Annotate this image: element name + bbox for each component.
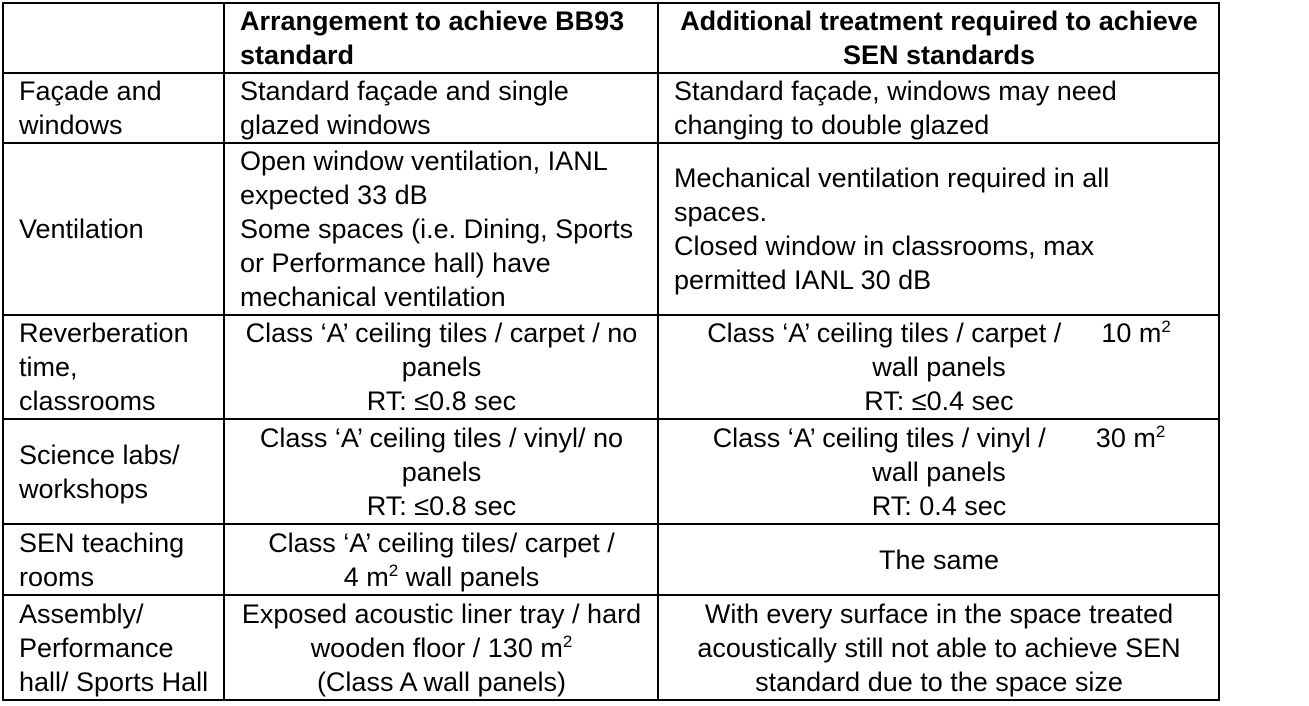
sen-cell: With every surface in the space treated acoustically still not able to achieve SEN standard due to the space size (658, 595, 1219, 700)
panel-text: wall panels (872, 352, 1006, 382)
header-sen: Additional treatment required to achieve SEN standards (658, 3, 1219, 73)
sen-cell (658, 419, 1219, 524)
bb93-text: Some spaces (i.e. Dining, Sports or Performance hall) have mechanical ventilation (240, 214, 634, 312)
rt-value: RT: 0.4 sec (871, 490, 1007, 521)
table-row (3, 315, 1219, 419)
acoustic-standards-table (2, 2, 1220, 701)
rt-value: RT: ≤0.8 sec (366, 490, 517, 521)
row-label: Ventilation (3, 143, 224, 315)
panel-text: wall panels (405, 561, 540, 592)
bb93-text: Class ‘A’ ceiling tiles / vinyl/ no panels (259, 422, 624, 487)
bb93-text (240, 560, 643, 594)
table-row (3, 595, 1219, 700)
bb93-cell (224, 143, 658, 315)
table-row (3, 524, 1219, 595)
header-blank-cell (3, 3, 224, 73)
sen-text: Closed window in classrooms, max permitted IANL 30 dB (674, 231, 1095, 295)
table-row (3, 73, 1219, 143)
bb93-text: (Class A wall panels) (316, 666, 567, 697)
table-row (3, 143, 1219, 315)
panel-text: wall panels (872, 456, 1006, 487)
treatment-text: Class ‘A’ ceiling tiles / carpet / (707, 318, 1062, 348)
superscript: 2 (388, 560, 399, 580)
header-bb93: Arrangement to achieve BB93 standard (224, 3, 658, 73)
area-value: 4 m (343, 561, 389, 592)
bb93-text: Exposed acoustic liner tray / hard wooden floor / 130 m (241, 598, 642, 663)
acoustic-standards-table-wrapper (2, 2, 1220, 701)
rt-value: RT: ≤0.8 sec (366, 386, 517, 416)
bb93-text: Open window ventilation, IANL expected 33 dB (240, 146, 607, 210)
sen-cell (658, 143, 1219, 315)
bb93-text: Class ‘A’ ceiling tiles / carpet / no panels (245, 318, 638, 382)
sen-text: Mechanical ventilation required in all spaces. (674, 163, 1110, 227)
superscript: 2 (562, 631, 573, 651)
row-label: Reverberation time, classrooms (3, 315, 224, 419)
superscript: 2 (1155, 421, 1166, 441)
bb93-cell (224, 315, 658, 419)
sen-text (674, 316, 1204, 350)
bb93-cell: Standard façade and single glazed windows (224, 73, 658, 143)
sen-cell (658, 315, 1219, 419)
bb93-cell (224, 595, 658, 700)
row-label: Assembly/ Performance hall/ Sports Hall (3, 595, 224, 700)
row-label: Science labs/ workshops (3, 419, 224, 524)
treatment-text: Class ‘A’ ceiling tiles / vinyl / (712, 422, 1046, 453)
bb93-cell (224, 419, 658, 524)
superscript: 2 (1161, 317, 1171, 336)
sen-cell: The same (658, 524, 1219, 595)
bb93-text: Class ‘A’ ceiling tiles/ carpet / (268, 527, 615, 558)
area-value: 10 m (1101, 318, 1162, 348)
rt-value: RT: ≤0.4 sec (864, 386, 1014, 416)
table-header-row (3, 3, 1219, 73)
area-value: 30 m (1095, 422, 1156, 453)
row-label: Façade and windows (3, 73, 224, 143)
sen-text (674, 421, 1204, 455)
bb93-cell (224, 524, 658, 595)
table-row (3, 419, 1219, 524)
sen-cell: Standard façade, windows may need changing to double glazed (658, 73, 1219, 143)
row-label: SEN teaching rooms (3, 524, 224, 595)
